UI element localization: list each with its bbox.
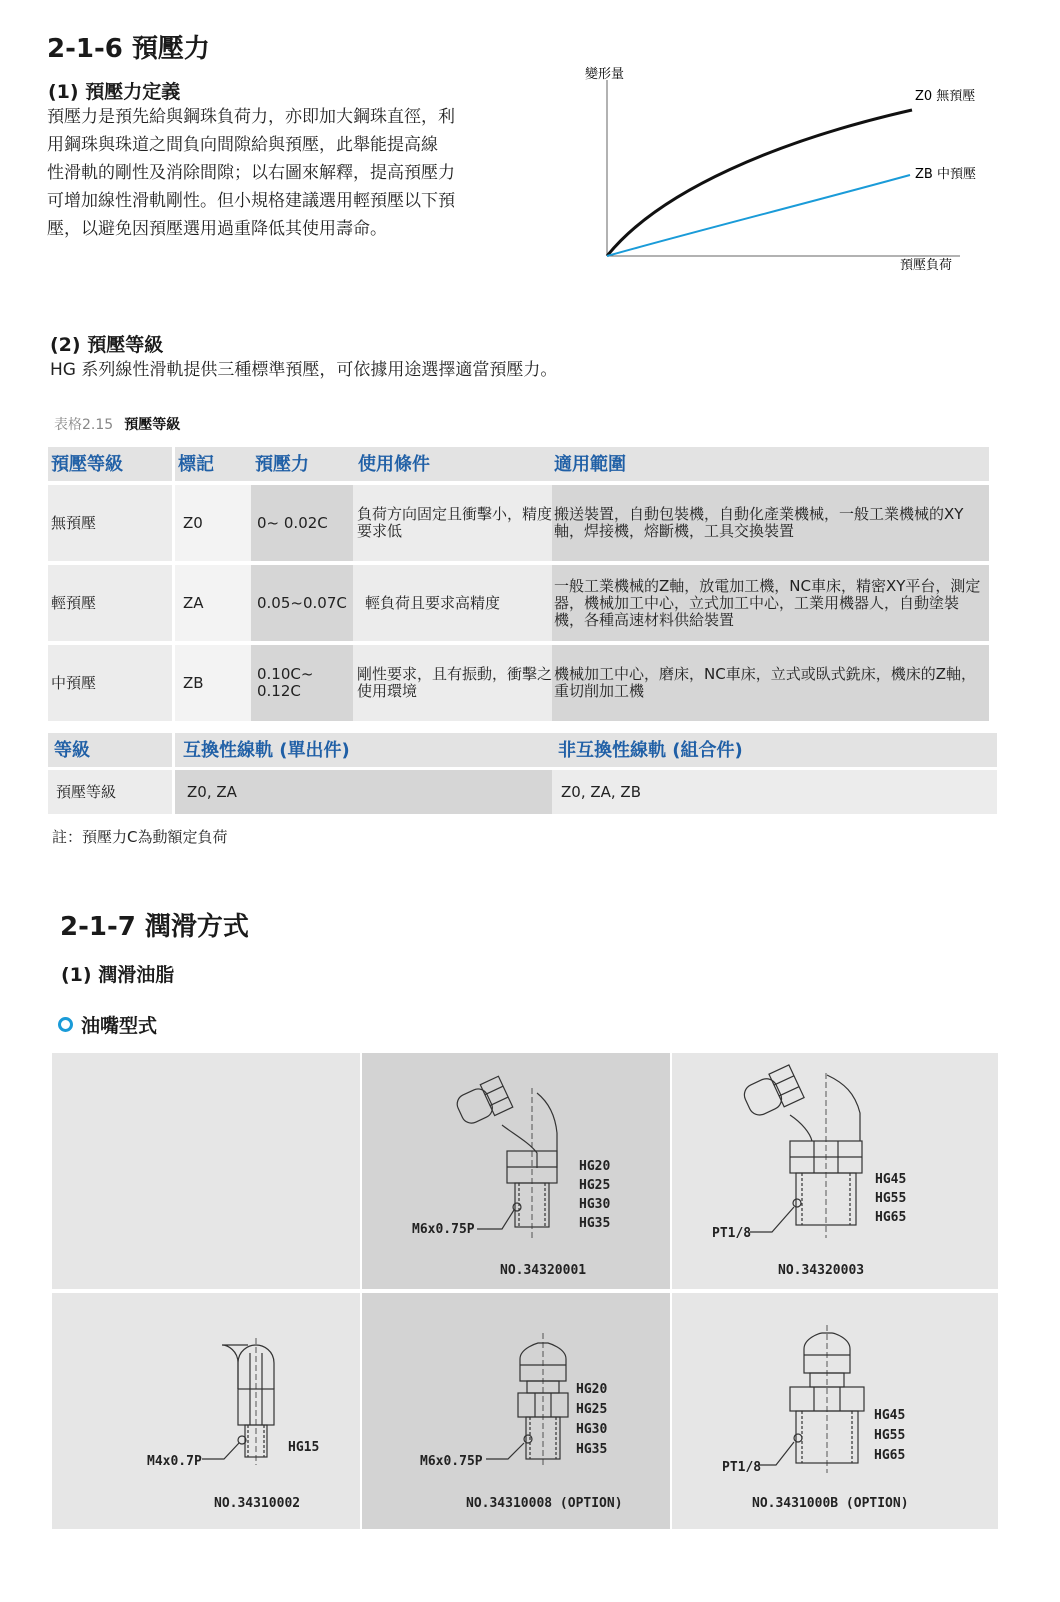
- model-label: HG55: [875, 1191, 907, 1206]
- model-label: HG25: [576, 1402, 608, 1417]
- thread-label: M6x0.75P: [420, 1454, 483, 1469]
- legend-zb: ZB 中預壓: [915, 167, 976, 182]
- subsection-title-levels: (2) 預壓等級: [50, 334, 164, 356]
- levels-intro: HG 系列線性滑軌提供三種標準預壓，可依據用途選擇適當預壓力。: [50, 360, 558, 380]
- table-note: 註：預壓力C為動額定負荷: [52, 828, 228, 846]
- grease-panel-3431000B: [672, 1293, 998, 1529]
- model-label: HG55: [874, 1428, 906, 1443]
- table-cell-mark: Z0: [175, 485, 251, 561]
- table-cell-condition: 輕負荷且要求高精度: [353, 565, 552, 641]
- legend-z0: Z0 無預壓: [915, 89, 976, 104]
- model-label: HG20: [579, 1159, 611, 1174]
- y-axis-label: 變形量: [585, 67, 625, 82]
- table2-cell-interchangeable: Z0, ZA: [175, 770, 552, 814]
- table2-header-interchangeable: 互換性線軌 (單出件): [175, 733, 552, 767]
- table-cell-level: 中預壓: [48, 645, 172, 721]
- definition-paragraph: [47, 103, 527, 243]
- table-cell-preload: 0.10C~ 0.12C: [251, 645, 353, 721]
- table-caption-number: 表格2.15: [54, 417, 114, 433]
- part-number: NO.34310008 (OPTION): [466, 1496, 623, 1511]
- table-cell-application: 機械加工中心，磨床，NC車床，立式或臥式銑床，機床的Z軸，重切削加工機: [552, 645, 989, 721]
- nipple-straight-medium-drawing: [362, 1293, 670, 1529]
- bullet-nipple-types: [58, 1011, 157, 1038]
- thread-label: PT1/8: [722, 1460, 762, 1475]
- table-header-preload: 預壓力: [251, 447, 353, 481]
- table-cell-mark: ZA: [175, 565, 251, 641]
- nipple-straight-small-drawing: [52, 1293, 360, 1529]
- model-label: HG65: [874, 1448, 906, 1463]
- table-caption-title: 預壓等級: [124, 417, 181, 433]
- preload-chart: [560, 60, 1020, 280]
- table-cell-condition: 負荷方向固定且衝擊小，精度要求低: [353, 485, 552, 561]
- grease-panel-34310002: [52, 1293, 360, 1529]
- model-label: HG65: [875, 1210, 907, 1225]
- table-cell-mark: ZB: [175, 645, 251, 721]
- bullet-circle-icon: [58, 1017, 73, 1032]
- nipple-angled-large-drawing: [672, 1053, 998, 1289]
- table-caption: [54, 414, 180, 434]
- table-cell-preload: 0~ 0.02C: [251, 485, 353, 561]
- table-cell-level: 無預壓: [48, 485, 172, 561]
- model-label: HG15: [288, 1440, 320, 1455]
- table2-header-grade: 等級: [48, 733, 172, 767]
- part-number: NO.34310002: [214, 1496, 301, 1511]
- series-line-z0: [607, 110, 912, 256]
- model-label: HG45: [874, 1408, 906, 1423]
- table-cell-level: 輕預壓: [48, 565, 172, 641]
- table-header-level: 預壓等級: [48, 447, 172, 481]
- section-title-preload: 2-1-6 預壓力: [47, 34, 210, 64]
- model-label: HG45: [875, 1172, 907, 1187]
- grease-panel-34310008: [362, 1293, 670, 1529]
- paragraph-line: 可增加線性滑軌剛性。但小規格建議選用輕預壓以下預: [47, 191, 455, 211]
- table-header-condition: 使用條件: [353, 447, 552, 481]
- part-number: NO.34320001: [500, 1263, 587, 1278]
- table-cell-application: 一般工業機械的Z軸，放電加工機，NC車床，精密XY平台，測定器，機械加工中心，立式加工中心，工業用機器人，自動塗裝機，各種高速材料供給裝置: [552, 565, 989, 641]
- table-cell-preload: 0.05~0.07C: [251, 565, 353, 641]
- paragraph-line: 用鋼珠與珠道之間負向間隙給與預壓，此舉能提高線: [47, 135, 438, 155]
- nipple-angled-small-drawing: [362, 1053, 670, 1289]
- table-cell-application: 搬送裝置，自動包裝機，自動化產業機械，一般工業機械的XY軸，焊接機，熔斷機，工具交換裝置: [552, 485, 989, 561]
- model-label: HG35: [576, 1442, 608, 1457]
- table-header-application: 適用範圍: [552, 447, 989, 481]
- model-label: HG30: [576, 1422, 608, 1437]
- table-header-mark: 標記: [175, 447, 251, 481]
- model-label: HG35: [579, 1216, 611, 1231]
- paragraph-line: 預壓力是預先給與鋼珠負荷力，亦即加大鋼珠直徑，利: [47, 107, 455, 127]
- thread-label: M6x0.75P: [412, 1222, 475, 1237]
- grease-panel-34320001: [362, 1053, 670, 1289]
- model-label: HG20: [576, 1382, 608, 1397]
- model-label: HG25: [579, 1178, 611, 1193]
- x-axis-label: 預壓負荷: [900, 258, 953, 273]
- part-number: NO.34320003: [778, 1263, 865, 1278]
- subsection-title-grease: (1) 潤滑油脂: [61, 964, 175, 986]
- grease-panel-empty: [52, 1053, 360, 1289]
- table2-cell-non-interchangeable: Z0, ZA, ZB: [552, 770, 997, 814]
- paragraph-line: 壓，以避免因預壓選用過重降低其使用壽命。: [47, 219, 387, 239]
- subsection-title-definition: (1) 預壓力定義: [48, 81, 181, 103]
- section-title-lubrication: 2-1-7 潤滑方式: [60, 912, 249, 942]
- thread-label: M4x0.7P: [147, 1454, 202, 1469]
- table2-header-non-interchangeable: 非互換性線軌 (組合件): [552, 733, 997, 767]
- grease-panel-34320003: [672, 1053, 998, 1289]
- part-number: NO.3431000B (OPTION): [752, 1496, 909, 1511]
- model-label: HG30: [579, 1197, 611, 1212]
- paragraph-line: 性滑軌的剛性及消除間隙；以右圖來解釋，提高預壓力: [47, 163, 455, 183]
- table-cell-condition: 剛性要求，且有振動，衝擊之使用環境: [353, 645, 552, 721]
- nipple-straight-large-drawing: [672, 1293, 998, 1529]
- table2-cell-label: 預壓等級: [48, 770, 172, 814]
- bullet-title: 油嘴型式: [81, 1015, 158, 1037]
- thread-label: PT1/8: [712, 1226, 752, 1241]
